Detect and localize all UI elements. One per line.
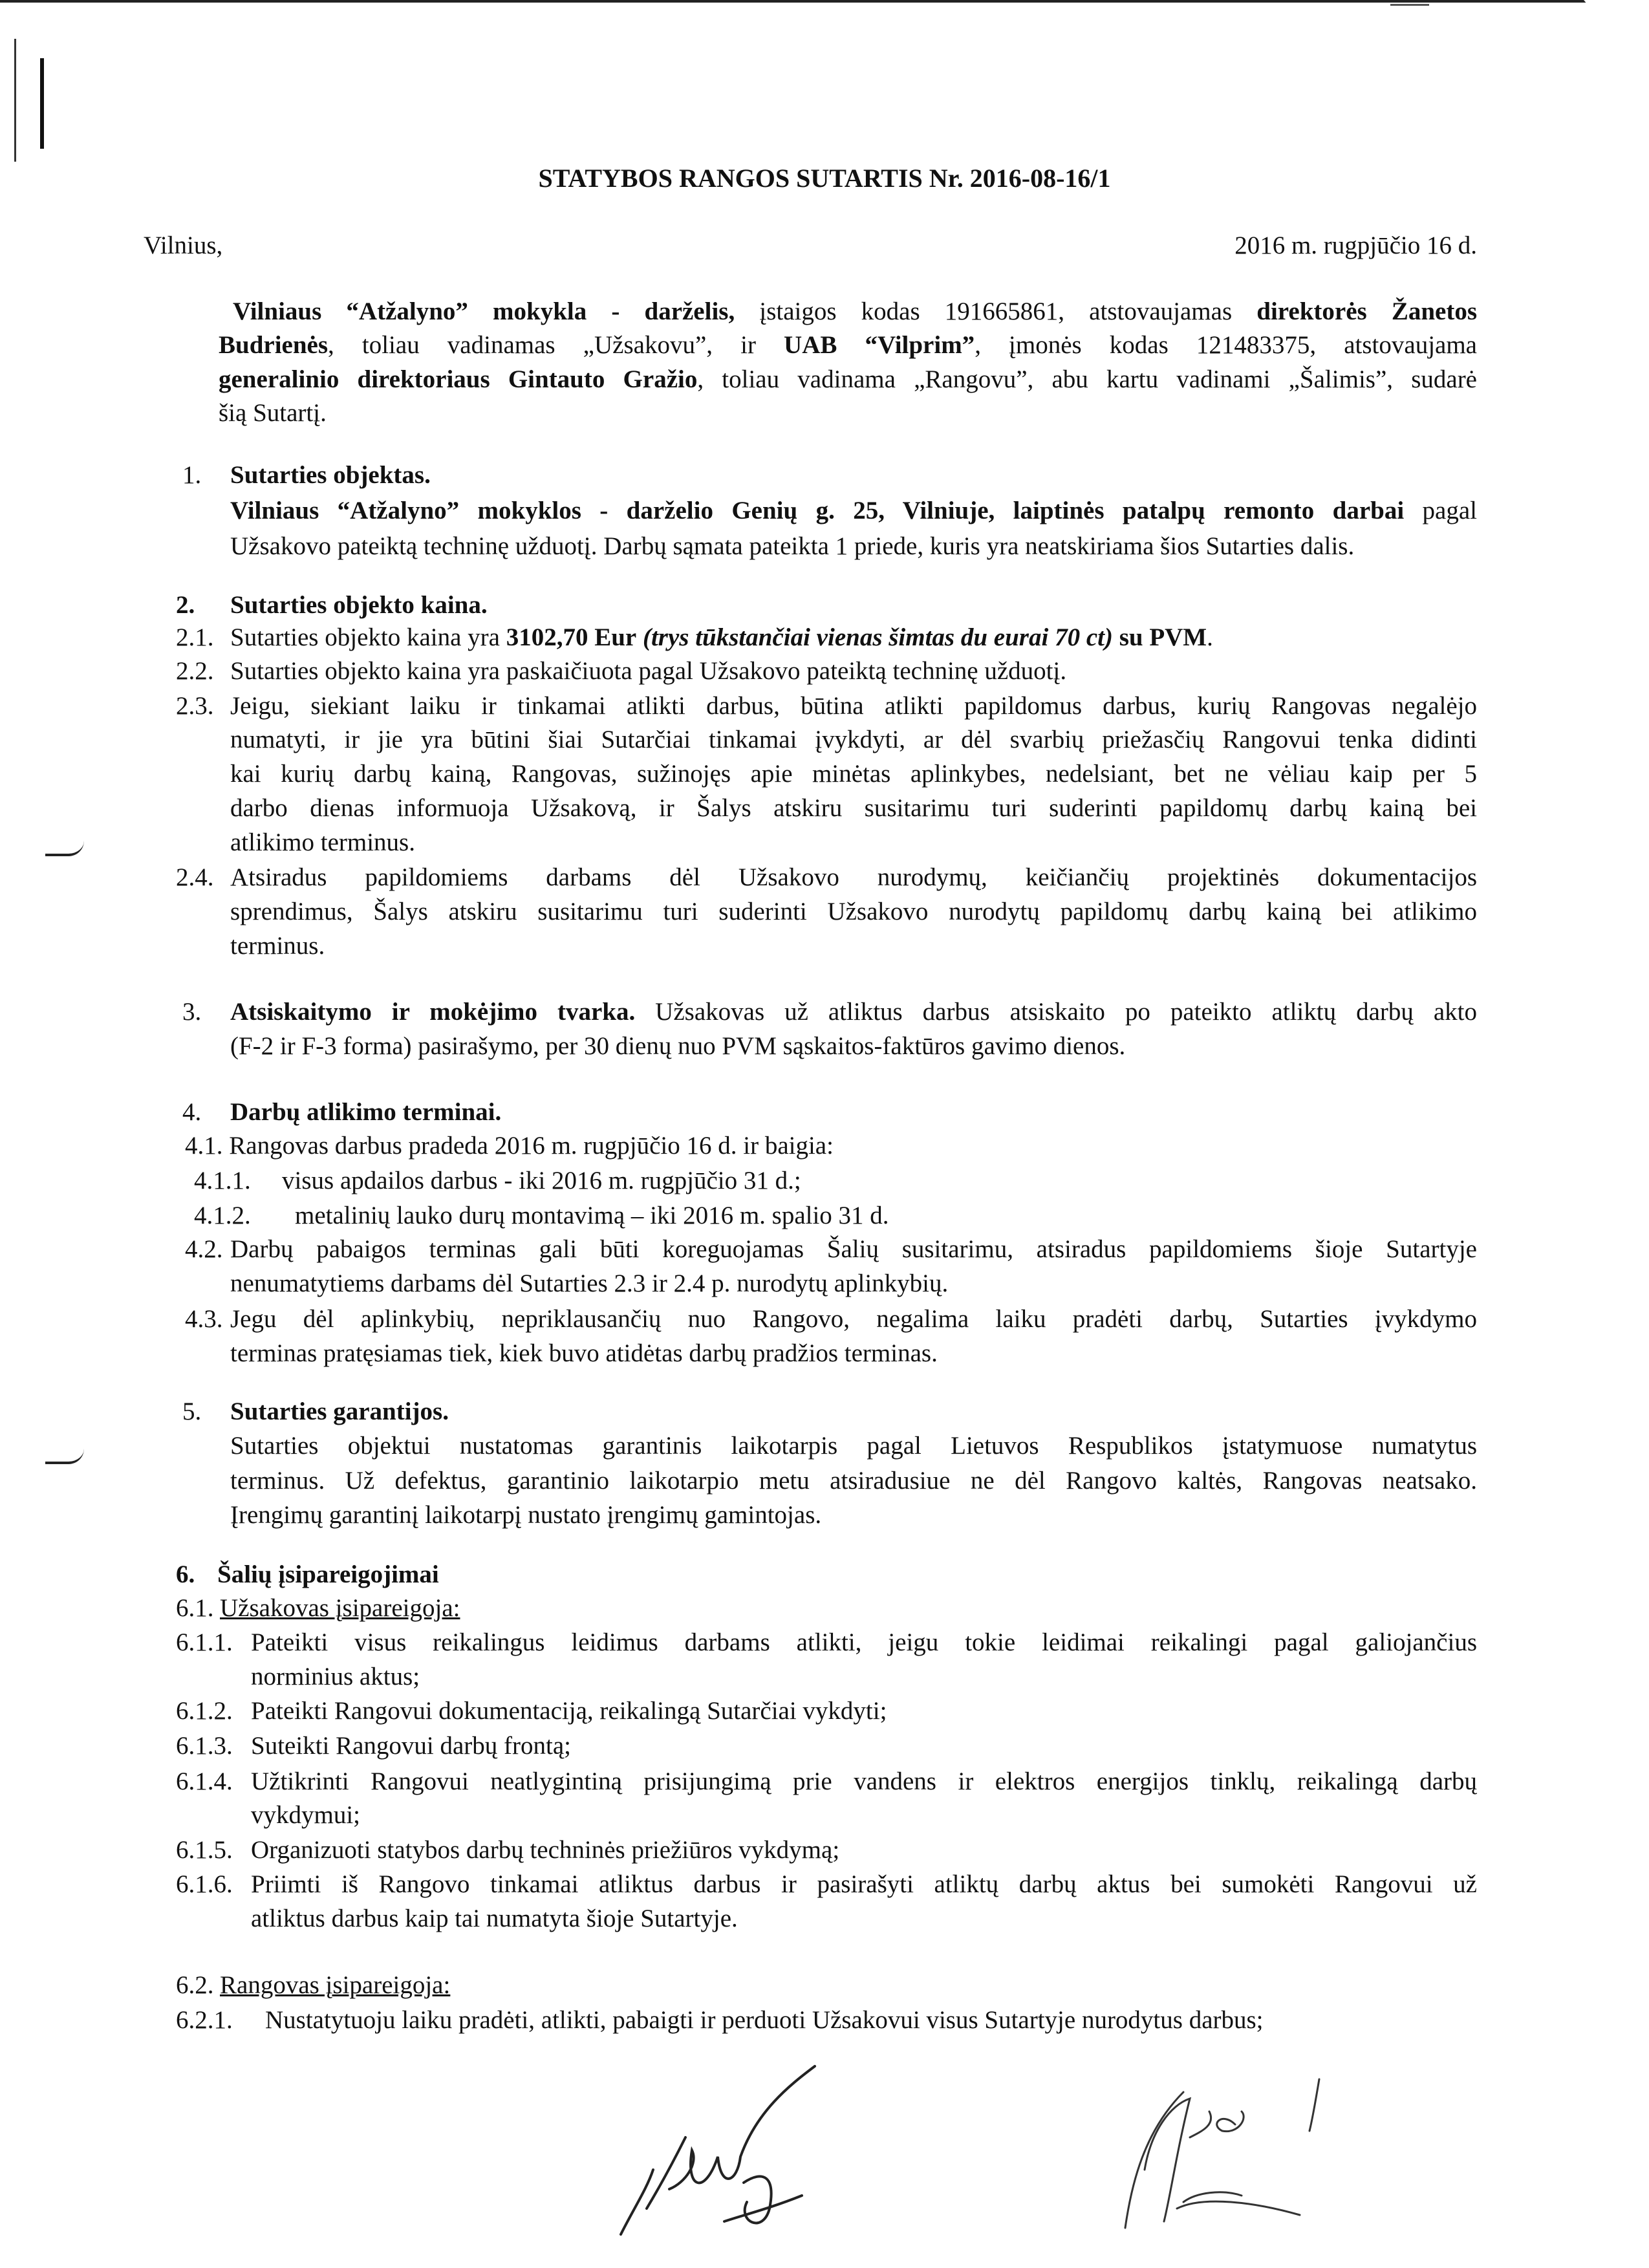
section-1-number: 1. — [182, 461, 202, 489]
section-5-line-3: Įrengimų garantinį laikotarpį nustato įrengimų gamintojas. — [230, 1501, 822, 1529]
p412-number: 4.1.2. — [194, 1202, 251, 1229]
p613-number: 6.1.3. — [176, 1732, 233, 1760]
p61-text: Užsakovas įsipareigoja: — [220, 1594, 460, 1622]
intro-line-3: generalinio direktoriaus Gintauto Gražio, toliau vadinama „Rangovu”, abu kartu vadinami „Šalimis”, sudarė — [219, 365, 1477, 393]
section-1-line-2: Užsakovo pateiktą techninę užduotį. Darbų sąmata pateikta 1 priede, kuris yra neatskiriama šios Sutarties dalis. — [230, 532, 1355, 560]
p41-text: 4.1. Rangovas darbus pradeda 2016 m. rugpjūčio 16 d. ir baigia: — [185, 1132, 834, 1160]
p616-line-1: Priimti iš Rangovo tinkamai atliktus darbus ir pasirašyti atliktų darbų aktus bei sumokėti Rangovui už — [251, 1870, 1477, 1898]
p62-number: 6.2. — [176, 1971, 214, 1999]
p21-text: Sutarties objekto kaina yra 3102,70 Eur (trys tūkstančiai vienas šimtas du eurai 70 ct) su PVM. — [230, 623, 1213, 651]
intro-line-1: Vilniaus “Atžalyno” mokykla - darželis, įstaigos kodas 191665861, atstovaujamas direktorės Žanetos — [233, 297, 1477, 325]
p43-number: 4.3. — [185, 1305, 223, 1333]
place: Vilnius, — [144, 232, 223, 259]
p611-number: 6.1.1. — [176, 1628, 233, 1656]
date: 2016 m. rugpjūčio 16 d. — [1234, 232, 1477, 259]
contractor-signature — [1086, 2053, 1371, 2247]
margin-tick-mark — [45, 841, 84, 856]
p61-number: 6.1. — [176, 1594, 214, 1622]
section-6-heading: Šalių įsipareigojimai — [217, 1561, 439, 1588]
section-5-heading: Sutarties garantijos. — [230, 1398, 449, 1425]
p22-text: Sutarties objekto kaina yra paskaičiuota pagal Užsakovo pateiktą techninę užduotį. — [230, 657, 1067, 685]
section-3-number: 3. — [182, 998, 202, 1026]
section-2-number: 2. — [176, 591, 195, 619]
p43-line-2: terminas pratęsiamas tiek, kiek buvo atidėtas darbų pradžios terminas. — [230, 1339, 938, 1367]
intro-line-4: šią Sutartį. — [219, 399, 327, 427]
section-6-number: 6. — [176, 1561, 195, 1588]
section-5-line-1: Sutarties objektui nustatomas garantinis laikotarpis pagal Lietuvos Respublikos įstatymuose numatytus — [230, 1432, 1477, 1460]
p621-text: Nustatytuoju laiku pradėti, atlikti, pabaigti ir perduoti Užsakovui visus Sutartyje nurodytus darbus; — [265, 2006, 1264, 2034]
p612-number: 6.1.2. — [176, 1697, 233, 1725]
p616-number: 6.1.6. — [176, 1870, 233, 1898]
p23-line-5: atlikimo terminus. — [230, 828, 415, 856]
p612-text: Pateikti Rangovui dokumentaciją, reikalingą Sutarčiai vykdyti; — [251, 1697, 887, 1725]
section-2-heading: Sutarties objekto kaina. — [230, 591, 488, 619]
p24-line-2: sprendimus, Šalys atskiru susitarimu turi suderinti Užsakovo nurodytų papildomų darbų kainą bei atlikimo — [230, 898, 1477, 925]
p42-number: 4.2. — [185, 1235, 223, 1263]
margin-tick-mark — [45, 1449, 84, 1464]
p611-line-2: norminius aktus; — [251, 1663, 420, 1690]
section-5-number: 5. — [182, 1398, 202, 1425]
p24-line-3: terminus. — [230, 932, 325, 960]
p23-line-2: numatyti, ir jie yra būtini šiai Sutarčiai tinkamai įvykdyti, ar dėl svarbių priežasčių Rangovui tenka didinti — [230, 726, 1477, 753]
p21-number: 2.1. — [176, 623, 214, 651]
p614-line-1: Užtikrinti Rangovui neatlygintiną prisijungimą prie vandens ir elektros energijos tinklų, reikalingą darbų — [251, 1767, 1477, 1795]
section-5-line-2: terminus. Už defektus, garantinio laikotarpio metu atsiradusiue ne dėl Rangovo kaltės, Rangovas neatsako. — [230, 1467, 1477, 1495]
section-3-line-2: (F-2 ir F-3 forma) pasirašymo, per 30 dienų nuo PVM sąskaitos-faktūros gavimo dienos. — [230, 1032, 1126, 1060]
p42-line-1: Darbų pabaigos terminas gali būti koreguojamas Šalių susitarimu, atsiradus papildomiems šioje Sutartyje — [230, 1235, 1477, 1263]
p24-line-1: Atsiradus papildomiems darbams dėl Užsakovo nurodymų, keičiančių projektinės dokumentacijos — [230, 863, 1477, 891]
section-4-heading: Darbų atlikimo terminai. — [230, 1098, 502, 1126]
p43-line-1: Jegu dėl aplinkybių, nepriklausančių nuo Rangovo, negalima laiku pradėti darbų, Sutarties įvykdymo — [230, 1305, 1477, 1333]
p615-number: 6.1.5. — [176, 1836, 233, 1864]
p613-text: Suteikti Rangovui darbų frontą; — [251, 1732, 572, 1760]
p611-line-1: Pateikti visus reikalingus leidimus darbams atlikti, jeigu tokie leidimai reikalingi pagal galiojančius — [251, 1628, 1477, 1656]
p614-line-2: vykdymui; — [251, 1801, 361, 1829]
p23-line-4: darbo dienas informuoja Užsakovą, ir Šalys atskiru susitarimu turi suderinti papildomų darbų kainą bei — [230, 794, 1477, 822]
p412-text: metalinių lauko durų montavimą – iki 2016 m. spalio 31 d. — [295, 1202, 889, 1229]
section-1-heading: Sutarties objektas. — [230, 461, 431, 489]
p615-text: Organizuoti statybos darbų techninės priežiūros vykdymą; — [251, 1836, 840, 1864]
section-1-line-1: Vilniaus “Atžalyno” mokyklos - darželio Genių g. 25, Vilniuje, laiptinės patalpų remonto darbai pagal — [230, 497, 1477, 524]
p621-number: 6.2.1. — [176, 2006, 233, 2034]
p24-number: 2.4. — [176, 863, 214, 891]
scan-left-edge — [14, 39, 16, 162]
punch-mark — [40, 58, 44, 149]
p23-number: 2.3. — [176, 692, 214, 720]
p42-line-2: nenumatytiems darbams dėl Sutarties 2.3 ir 2.4 p. nurodytų aplinkybių. — [230, 1269, 949, 1297]
scan-edge-line — [0, 0, 1565, 3]
p616-line-2: atliktus darbus kaip tai numatyta šioje Sutartyje. — [251, 1905, 738, 1932]
p22-number: 2.2. — [176, 657, 214, 685]
section-4-number: 4. — [182, 1098, 202, 1126]
p411-text: visus apdailos darbus - iki 2016 m. rugpjūčio 31 d.; — [282, 1167, 801, 1194]
scan-dash-mark — [1390, 4, 1429, 6]
p23-line-1: Jeigu, siekiant laiku ir tinkamai atlikti darbus, būtina atlikti papildomus darbus, kurių Rangovas negalėjo — [230, 692, 1477, 720]
intro-line-2: Budrienės, toliau vadinamas „Užsakovu”, ir UAB “Vilprim”, įmonės kodas 121483375, atstovaujama — [219, 331, 1477, 359]
p614-number: 6.1.4. — [176, 1767, 233, 1795]
customer-signature — [608, 2060, 841, 2247]
p23-line-3: kai kurių darbų kainą, Rangovas, sužinojęs apie minėtas aplinkybes, nedelsiant, bet ne vėliau kaip per 5 — [230, 760, 1477, 788]
p411-number: 4.1.1. — [194, 1167, 251, 1194]
section-3-line-1: Atsiskaitymo ir mokėjimo tvarka. Užsakovas už atliktus darbus atsiskaito po pateikto atliktų darbų akto — [230, 998, 1477, 1026]
p62-text: Rangovas įsipareigoja: — [220, 1971, 451, 1999]
scan-corner-mark — [1558, 0, 1598, 17]
contract-title: STATYBOS RANGOS SUTARTIS Nr. 2016-08-16/1 — [538, 164, 1111, 193]
